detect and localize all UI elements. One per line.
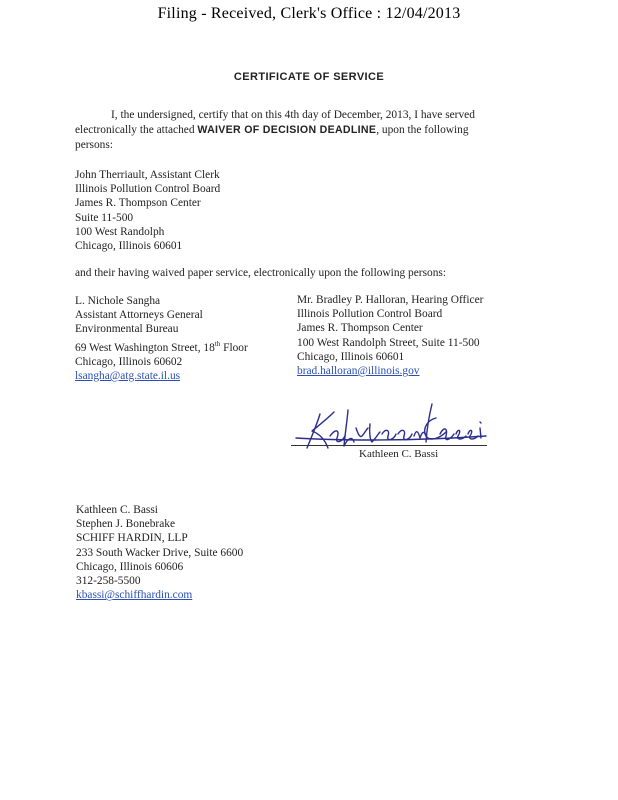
primary-recipient-line: John Therriault, Assistant Clerk — [75, 169, 220, 181]
street-text: 69 West Washington Street, 18 — [75, 341, 215, 354]
sender-line: 233 South Wacker Drive, Suite 6600 — [76, 546, 244, 559]
primary-recipient-line: James R. Thompson Center — [75, 197, 201, 210]
sender-line: SCHIFF HARDIN, LLP — [76, 532, 188, 545]
recipient-right-line: James R. Thompson Center — [297, 322, 423, 335]
signature-line — [291, 445, 487, 446]
primary-recipient-line: Suite 11-500 — [75, 211, 134, 224]
intro-paragraph — [75, 108, 475, 153]
intro-text-before: electronically the attached — [75, 124, 198, 136]
filing-stamp: Filing - Received, Clerk's Office : 12/04/2013 — [157, 5, 461, 22]
intro-line-1: I, the undersigned, certify that on this 4th day of December, 2013, I have served — [111, 109, 475, 121]
sender-line: Chicago, Illinois 60606 — [76, 560, 184, 573]
recipient-left-street — [75, 337, 248, 355]
recipient-right — [297, 293, 483, 378]
intro-text-after: , upon the following — [376, 124, 469, 136]
sender-line: Stephen J. Bonebrake — [76, 518, 176, 531]
primary-recipient — [75, 168, 220, 253]
recipient-left-line: Assistant Attorneys General — [75, 309, 203, 322]
recipient-right-line: 100 West Randolph Street, Suite 11-500 — [297, 336, 480, 349]
document-title: CERTIFICATE OF SERVICE — [233, 71, 385, 83]
recipient-right-email-link[interactable]: brad.halloran@illinois.gov — [297, 365, 420, 378]
sender-block — [76, 503, 243, 602]
document-reference: WAIVER OF DECISION DEADLINE — [197, 124, 377, 136]
primary-recipient-line: Illinois Pollution Control Board — [75, 183, 221, 196]
ordinal-suffix: th — [214, 339, 221, 348]
recipient-left-line: Environmental Bureau — [75, 323, 179, 336]
sender-line: Kathleen C. Bassi — [76, 504, 158, 516]
recipient-left — [75, 294, 248, 383]
intro-line-2 — [75, 123, 475, 138]
intro-line-3: persons: — [75, 139, 113, 151]
primary-recipient-line: Chicago, Illinois 60601 — [75, 240, 183, 253]
sender-line: 312-258-5500 — [76, 575, 141, 588]
recipient-left-line: L. Nichole Sangha — [75, 295, 161, 307]
recipient-right-line: Chicago, Illinois 60601 — [297, 350, 405, 363]
signature-ink — [296, 404, 486, 448]
recipient-left-email-link[interactable]: lsangha@atg.state.il.us — [75, 369, 181, 382]
recipient-left-city: Chicago, Illinois 60602 — [75, 355, 183, 368]
street-floor: Floor — [220, 341, 248, 354]
waived-service-text: and their having waived paper service, electronically upon the following persons: — [75, 267, 447, 279]
recipient-right-line: Mr. Bradley P. Halloran, Hearing Officer — [297, 294, 484, 306]
recipient-right-line: Illinois Pollution Control Board — [297, 308, 443, 321]
sender-email-link[interactable]: kbassi@schiffhardin.com — [76, 589, 193, 602]
primary-recipient-line: 100 West Randolph — [75, 225, 165, 238]
signatory-name: Kathleen C. Bassi — [359, 448, 439, 460]
